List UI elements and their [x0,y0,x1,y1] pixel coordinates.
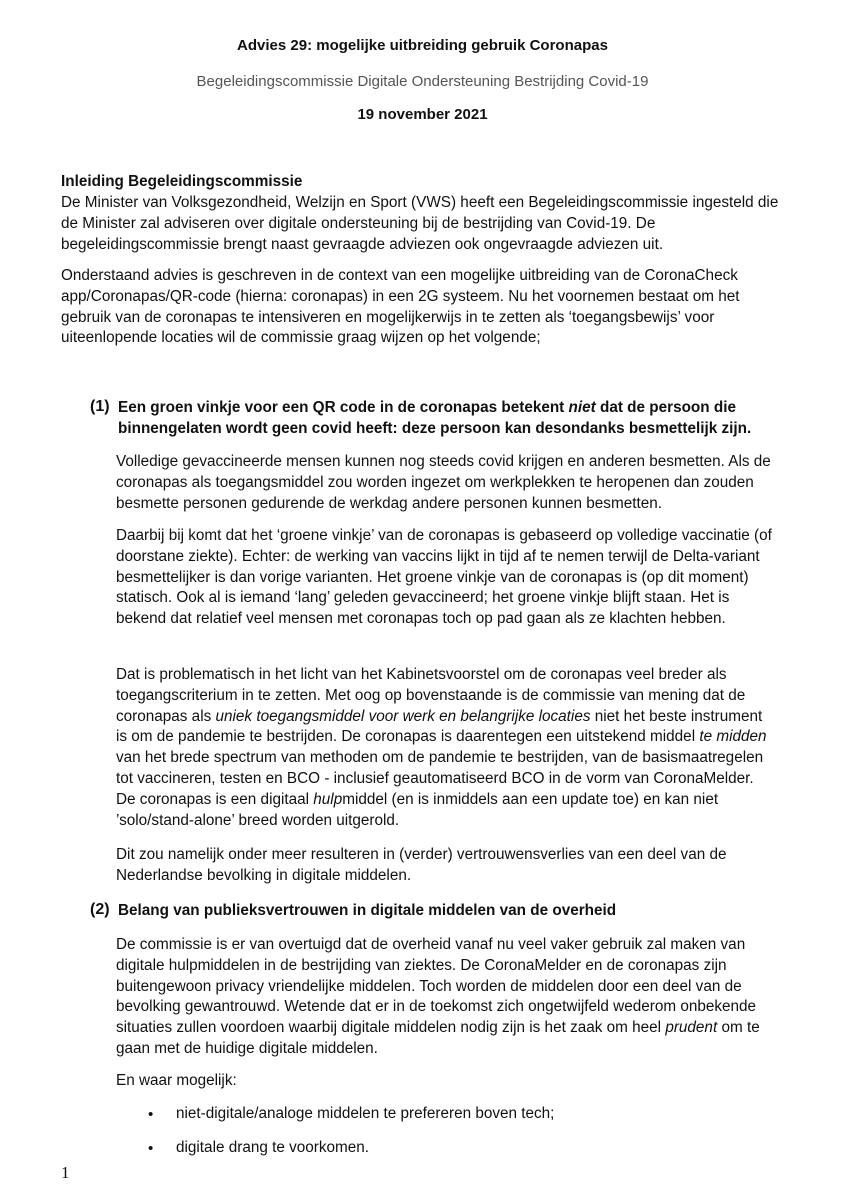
section-2-heading: Belang van publieksvertrouwen in digitale middelen van de overheid [118,902,617,919]
section-1-heading: Een groen vinkje voor een QR code in de coronapas betekent niet dat de persoon die binnengelaten wordt geen covid heeft: deze persoon kan desondanks besmettelijk zijn. [118,399,752,437]
document-date: 19 november 2021 [357,106,488,123]
intro-paragraph-1: De Minister van Volksgezondheid, Welzijn en Sport (VWS) heeft een Begeleidingscommissie ingesteld die de Minister zal adviseren over digitale ondersteuning bij de bestrijding van Covid-19. De begeleidingscommissie brengt naast gevraagde adviezen ook ongevraagde adviezen uit. [61,194,779,253]
intro-heading: Inleiding Begeleidingscommissie [61,173,303,190]
section-2-lead: En waar mogelijk: [116,1072,237,1089]
bullet-icon: • [148,1140,154,1157]
page-number: 1 [61,1163,70,1182]
section-1-paragraph-3: Dat is problematisch in het licht van het Kabinetsvoorstel om de coronapas veel breder als toegangscriterium in te zetten. Met oog op bovenstaande is de commissie van mening dat de coronapas als uniek toegangsmiddel voor werk en belangrijke locaties niet het beste instrument is om de pandemie te bestrijden. De coronapas is daarentegen een uitstekend middel te midden van het brede spectrum van methoden om de pandemie te bestrijden, van de basismaatregelen tot vaccineren, testen en BCO - inclusief geautomatiseerd BCO in de vorm van CoronaMelder. De coronapas is een digitaal hulpmiddel (en is inmiddels aan een update toe) en kan niet ’solo/stand-alone’ breed worden uitgerold. [116,666,767,829]
section-1-paragraph-4: Dit zou namelijk onder meer resulteren in (verder) vertrouwensverlies van een deel van de Nederlandse bevolking in digitale middelen. [116,846,727,884]
section-1-paragraph-1: Volledige gevaccineerde mensen kunnen nog steeds covid krijgen en anderen besmetten. Als de coronapas als toegangsmiddel zou worden ingezet om werkplekken te heropenen dan zouden besmette personen gedurende de werkdag andere personen kunnen besmetten. [116,453,771,512]
section-2-number: (2) [90,901,110,918]
section-2-paragraph-1: De commissie is er van overtuigd dat de overheid vanaf nu veel vaker gebruik zal maken van digitale hulpmiddelen in de bestrijding van ziektes. De CoronaMelder en de coronapas zijn buitengewoon privacy vriendelijke middelen. Toch worden de middelen door een deel van de bevolking gewantrouwd. Wetende dat er in de toekomst zich ongetwijfeld wederom onbekende situaties zullen voordoen waarbij digitale middelen nodig zijn is het zaak om heel prudent om te gaan met de huidige digitale middelen. [116,936,760,1057]
bullet-icon: • [148,1106,154,1123]
list-item: niet-digitale/analoge middelen te prefereren boven tech; [176,1105,555,1122]
document-title: Advies 29: mogelijke uitbreiding gebruik Coronapas [237,37,608,54]
intro-paragraph-2: Onderstaand advies is geschreven in de context van een mogelijke uitbreiding van de CoronaCheck app/Coronapas/QR-code (hierna: coronapas) in een 2G systeem. Nu het voornemen bestaat om het gebruik van de coronapas te intensiveren en mogelijkerwijs in te zetten als ‘toegangsbewijs’ voor uiteenlopende locaties wil de commissie graag wijzen op het volgende; [61,267,740,347]
document-subtitle: Begeleidingscommissie Digitale Ondersteuning Bestrijding Covid-19 [196,73,649,90]
section-1-paragraph-2: Daarbij bij komt dat het ‘groene vinkje’ van de coronapas is gebaseerd op volledige vaccinatie (of doorstane ziekte). Echter: de werking van vaccins lijkt in tijd af te nemen terwijl de Delta-variant besmettelijker is dan vorige varianten. Het groene vinkje van de coronapas is (op dit moment) statisch. Ook al is iemand ‘lang’ geleden gevaccineerd; het groene vinkje blijft staan. Het is bekend dat relatief veel mensen met coronapas toch op pad gaan als ze klachten hebben. [116,527,772,628]
section-1-number: (1) [90,398,110,415]
list-item: digitale drang te voorkomen. [176,1139,370,1156]
